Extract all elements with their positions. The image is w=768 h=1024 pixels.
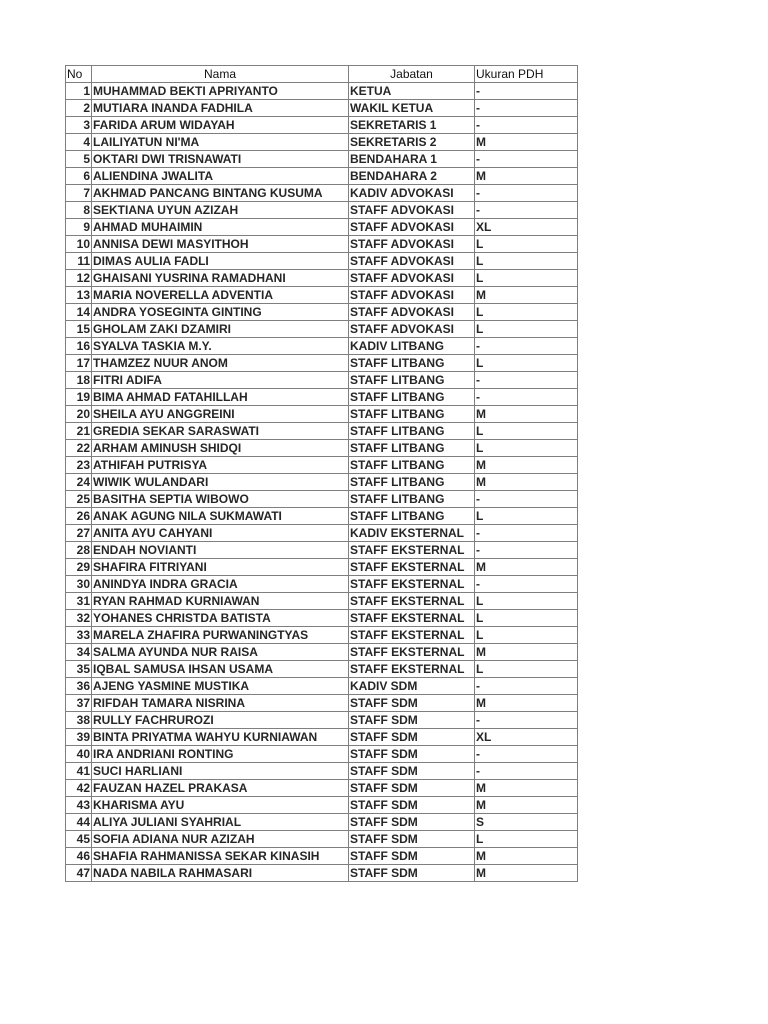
- member-position-cell: STAFF SDM: [349, 831, 475, 848]
- member-name-cell: NADA NABILA RAHMASARI: [92, 865, 349, 882]
- table-row: [66, 644, 578, 661]
- table-row: [66, 372, 578, 389]
- table-row: [66, 423, 578, 440]
- row-number-cell: 10: [66, 236, 92, 253]
- pdh-size-cell: -: [475, 338, 578, 355]
- member-position-cell: BENDAHARA 2: [349, 168, 475, 185]
- member-position-cell: STAFF EKSTERNAL: [349, 559, 475, 576]
- row-number-cell: 15: [66, 321, 92, 338]
- table-row: [66, 440, 578, 457]
- member-position-cell: STAFF LITBANG: [349, 372, 475, 389]
- member-name-cell: SOFIA ADIANA NUR AZIZAH: [92, 831, 349, 848]
- row-number-cell: 41: [66, 763, 92, 780]
- pdh-size-cell: -: [475, 185, 578, 202]
- member-name-cell: SUCI HARLIANI: [92, 763, 349, 780]
- row-number-cell: 29: [66, 559, 92, 576]
- table-row: [66, 525, 578, 542]
- table-row: [66, 695, 578, 712]
- pdh-size-cell: -: [475, 151, 578, 168]
- member-position-cell: STAFF SDM: [349, 763, 475, 780]
- member-position-cell: STAFF EKSTERNAL: [349, 610, 475, 627]
- column-header-ukuran: Ukuran PDH: [475, 66, 578, 83]
- table-row: [66, 542, 578, 559]
- member-position-cell: STAFF EKSTERNAL: [349, 644, 475, 661]
- pdh-size-cell: XL: [475, 219, 578, 236]
- row-number-cell: 36: [66, 678, 92, 695]
- row-number-cell: 16: [66, 338, 92, 355]
- member-position-cell: KADIV EKSTERNAL: [349, 525, 475, 542]
- row-number-cell: 40: [66, 746, 92, 763]
- table-row: [66, 270, 578, 287]
- member-name-cell: SHEILA AYU ANGGREINI: [92, 406, 349, 423]
- pdh-size-cell: -: [475, 372, 578, 389]
- row-number-cell: 23: [66, 457, 92, 474]
- pdh-size-cell: L: [475, 321, 578, 338]
- table-row: [66, 100, 578, 117]
- table-row: [66, 593, 578, 610]
- member-position-cell: STAFF SDM: [349, 848, 475, 865]
- row-number-cell: 46: [66, 848, 92, 865]
- member-position-cell: STAFF SDM: [349, 729, 475, 746]
- table-row: [66, 797, 578, 814]
- row-number-cell: 32: [66, 610, 92, 627]
- member-position-cell: STAFF LITBANG: [349, 440, 475, 457]
- table-row: [66, 559, 578, 576]
- row-number-cell: 43: [66, 797, 92, 814]
- row-number-cell: 38: [66, 712, 92, 729]
- member-position-cell: STAFF LITBANG: [349, 491, 475, 508]
- pdh-size-cell: S: [475, 814, 578, 831]
- member-position-cell: STAFF ADVOKASI: [349, 253, 475, 270]
- row-number-cell: 45: [66, 831, 92, 848]
- member-name-cell: GREDIA SEKAR SARASWATI: [92, 423, 349, 440]
- pdh-size-cell: M: [475, 848, 578, 865]
- pdh-size-cell: L: [475, 831, 578, 848]
- row-number-cell: 18: [66, 372, 92, 389]
- pdh-size-cell: M: [475, 168, 578, 185]
- table-row: [66, 236, 578, 253]
- member-name-cell: SYALVA TASKIA M.Y.: [92, 338, 349, 355]
- member-position-cell: STAFF SDM: [349, 712, 475, 729]
- table-row: [66, 219, 578, 236]
- table-row: [66, 151, 578, 168]
- table-row: [66, 185, 578, 202]
- pdh-size-cell: L: [475, 253, 578, 270]
- table-row: [66, 678, 578, 695]
- member-position-cell: STAFF EKSTERNAL: [349, 542, 475, 559]
- pdh-size-cell: -: [475, 491, 578, 508]
- member-name-cell: IQBAL SAMUSA IHSAN USAMA: [92, 661, 349, 678]
- pdh-size-cell: -: [475, 678, 578, 695]
- table-row: [66, 746, 578, 763]
- table-row: [66, 389, 578, 406]
- member-position-cell: STAFF LITBANG: [349, 474, 475, 491]
- row-number-cell: 19: [66, 389, 92, 406]
- member-position-cell: SEKRETARIS 1: [349, 117, 475, 134]
- member-name-cell: ENDAH NOVIANTI: [92, 542, 349, 559]
- member-position-cell: KADIV LITBANG: [349, 338, 475, 355]
- row-number-cell: 28: [66, 542, 92, 559]
- member-position-cell: STAFF SDM: [349, 746, 475, 763]
- column-header-no: No: [66, 66, 92, 83]
- member-name-cell: THAMZEZ NUUR ANOM: [92, 355, 349, 372]
- member-name-cell: FITRI ADIFA: [92, 372, 349, 389]
- row-number-cell: 9: [66, 219, 92, 236]
- member-name-cell: BINTA PRIYATMA WAHYU KURNIAWAN: [92, 729, 349, 746]
- row-number-cell: 47: [66, 865, 92, 882]
- pdh-size-cell: L: [475, 270, 578, 287]
- row-number-cell: 44: [66, 814, 92, 831]
- table-row: [66, 253, 578, 270]
- pdh-size-cell: L: [475, 610, 578, 627]
- table-row: [66, 610, 578, 627]
- member-position-cell: KETUA: [349, 83, 475, 100]
- pdh-size-cell: -: [475, 746, 578, 763]
- row-number-cell: 35: [66, 661, 92, 678]
- pdh-size-cell: L: [475, 440, 578, 457]
- member-name-cell: ARHAM AMINUSH SHIDQI: [92, 440, 349, 457]
- member-name-cell: AJENG YASMINE MUSTIKA: [92, 678, 349, 695]
- table-row: [66, 117, 578, 134]
- column-header-jabatan: Jabatan: [349, 66, 475, 83]
- member-name-cell: SHAFIRA FITRIYANI: [92, 559, 349, 576]
- pdh-size-cell: M: [475, 780, 578, 797]
- row-number-cell: 6: [66, 168, 92, 185]
- pdh-size-cell: -: [475, 389, 578, 406]
- member-name-cell: GHAISANI YUSRINA RAMADHANI: [92, 270, 349, 287]
- table-row: [66, 304, 578, 321]
- row-number-cell: 21: [66, 423, 92, 440]
- member-position-cell: STAFF EKSTERNAL: [349, 627, 475, 644]
- member-name-cell: ANNISA DEWI MASYITHOH: [92, 236, 349, 253]
- member-position-cell: STAFF LITBANG: [349, 508, 475, 525]
- member-position-cell: KADIV SDM: [349, 678, 475, 695]
- table-row: [66, 457, 578, 474]
- row-number-cell: 33: [66, 627, 92, 644]
- table-row: [66, 729, 578, 746]
- member-name-cell: SEKTIANA UYUN AZIZAH: [92, 202, 349, 219]
- row-number-cell: 39: [66, 729, 92, 746]
- member-position-cell: STAFF ADVOKASI: [349, 287, 475, 304]
- member-name-cell: ANITA AYU CAHYANI: [92, 525, 349, 542]
- member-position-cell: SEKRETARIS 2: [349, 134, 475, 151]
- member-name-cell: AKHMAD PANCANG BINTANG KUSUMA: [92, 185, 349, 202]
- table-row: [66, 848, 578, 865]
- member-name-cell: MARIA NOVERELLA ADVENTIA: [92, 287, 349, 304]
- member-position-cell: STAFF LITBANG: [349, 406, 475, 423]
- row-number-cell: 27: [66, 525, 92, 542]
- member-name-cell: SALMA AYUNDA NUR RAISA: [92, 644, 349, 661]
- table-row: [66, 814, 578, 831]
- row-number-cell: 1: [66, 83, 92, 100]
- member-name-cell: DIMAS AULIA FADLI: [92, 253, 349, 270]
- row-number-cell: 22: [66, 440, 92, 457]
- row-number-cell: 8: [66, 202, 92, 219]
- pdh-size-cell: -: [475, 576, 578, 593]
- row-number-cell: 17: [66, 355, 92, 372]
- member-position-cell: STAFF SDM: [349, 780, 475, 797]
- table-row: [66, 287, 578, 304]
- table-row: [66, 661, 578, 678]
- member-name-cell: OKTARI DWI TRISNAWATI: [92, 151, 349, 168]
- table-row: [66, 712, 578, 729]
- pdh-size-cell: L: [475, 236, 578, 253]
- row-number-cell: 12: [66, 270, 92, 287]
- member-name-cell: FARIDA ARUM WIDAYAH: [92, 117, 349, 134]
- member-name-cell: ALIYA JULIANI SYAHRIAL: [92, 814, 349, 831]
- member-position-cell: STAFF SDM: [349, 695, 475, 712]
- member-name-cell: BIMA AHMAD FATAHILLAH: [92, 389, 349, 406]
- member-name-cell: MUTIARA INANDA FADHILA: [92, 100, 349, 117]
- table-row: [66, 763, 578, 780]
- header-row: [66, 66, 578, 83]
- member-name-cell: ATHIFAH PUTRISYA: [92, 457, 349, 474]
- member-name-cell: MARELA ZHAFIRA PURWANINGTYAS: [92, 627, 349, 644]
- member-position-cell: WAKIL KETUA: [349, 100, 475, 117]
- pdh-size-cell: -: [475, 117, 578, 134]
- table-row: [66, 83, 578, 100]
- row-number-cell: 24: [66, 474, 92, 491]
- pdh-size-cell: M: [475, 797, 578, 814]
- member-name-cell: IRA ANDRIANI RONTING: [92, 746, 349, 763]
- pdh-size-cell: M: [475, 474, 578, 491]
- member-name-cell: ANAK AGUNG NILA SUKMAWATI: [92, 508, 349, 525]
- pdh-size-cell: -: [475, 542, 578, 559]
- pdh-size-cell: M: [475, 406, 578, 423]
- member-position-cell: STAFF EKSTERNAL: [349, 576, 475, 593]
- table-row: [66, 202, 578, 219]
- member-name-cell: MUHAMMAD BEKTI APRIYANTO: [92, 83, 349, 100]
- table-row: [66, 780, 578, 797]
- pdh-size-cell: L: [475, 355, 578, 372]
- table-row: [66, 831, 578, 848]
- member-position-cell: BENDAHARA 1: [349, 151, 475, 168]
- member-position-cell: STAFF LITBANG: [349, 423, 475, 440]
- member-position-cell: STAFF ADVOKASI: [349, 202, 475, 219]
- row-number-cell: 7: [66, 185, 92, 202]
- member-position-cell: STAFF SDM: [349, 814, 475, 831]
- row-number-cell: 20: [66, 406, 92, 423]
- member-name-cell: RIFDAH TAMARA NISRINA: [92, 695, 349, 712]
- pdh-size-cell: L: [475, 627, 578, 644]
- row-number-cell: 11: [66, 253, 92, 270]
- member-position-cell: STAFF ADVOKASI: [349, 321, 475, 338]
- pdh-size-cell: M: [475, 644, 578, 661]
- member-name-cell: FAUZAN HAZEL PRAKASA: [92, 780, 349, 797]
- member-name-cell: ANDRA YOSEGINTA GINTING: [92, 304, 349, 321]
- pdh-size-cell: -: [475, 100, 578, 117]
- table-row: [66, 355, 578, 372]
- member-table: [65, 65, 578, 882]
- member-name-cell: KHARISMA AYU: [92, 797, 349, 814]
- pdh-size-cell: L: [475, 304, 578, 321]
- table-row: [66, 474, 578, 491]
- row-number-cell: 30: [66, 576, 92, 593]
- row-number-cell: 14: [66, 304, 92, 321]
- table-row: [66, 491, 578, 508]
- pdh-size-cell: -: [475, 202, 578, 219]
- member-position-cell: KADIV ADVOKASI: [349, 185, 475, 202]
- member-name-cell: SHAFIA RAHMANISSA SEKAR KINASIH: [92, 848, 349, 865]
- member-position-cell: STAFF SDM: [349, 865, 475, 882]
- pdh-size-cell: -: [475, 525, 578, 542]
- table-row: [66, 627, 578, 644]
- row-number-cell: 26: [66, 508, 92, 525]
- row-number-cell: 34: [66, 644, 92, 661]
- member-position-cell: STAFF ADVOKASI: [349, 304, 475, 321]
- pdh-size-cell: L: [475, 423, 578, 440]
- member-position-cell: STAFF LITBANG: [349, 389, 475, 406]
- member-name-cell: WIWIK WULANDARI: [92, 474, 349, 491]
- member-name-cell: RYAN RAHMAD KURNIAWAN: [92, 593, 349, 610]
- row-number-cell: 3: [66, 117, 92, 134]
- row-number-cell: 25: [66, 491, 92, 508]
- roster-sheet: [65, 65, 578, 882]
- pdh-size-cell: M: [475, 559, 578, 576]
- row-number-cell: 37: [66, 695, 92, 712]
- table-row: [66, 338, 578, 355]
- pdh-size-cell: M: [475, 287, 578, 304]
- row-number-cell: 31: [66, 593, 92, 610]
- member-name-cell: RULLY FACHRUROZI: [92, 712, 349, 729]
- member-name-cell: ALIENDINA JWALITA: [92, 168, 349, 185]
- pdh-size-cell: -: [475, 763, 578, 780]
- member-name-cell: BASITHA SEPTIA WIBOWO: [92, 491, 349, 508]
- table-row: [66, 134, 578, 151]
- row-number-cell: 5: [66, 151, 92, 168]
- pdh-size-cell: L: [475, 508, 578, 525]
- pdh-size-cell: XL: [475, 729, 578, 746]
- table-row: [66, 321, 578, 338]
- row-number-cell: 2: [66, 100, 92, 117]
- member-position-cell: STAFF ADVOKASI: [349, 236, 475, 253]
- pdh-size-cell: M: [475, 134, 578, 151]
- member-position-cell: STAFF EKSTERNAL: [349, 661, 475, 678]
- member-name-cell: AHMAD MUHAIMIN: [92, 219, 349, 236]
- member-position-cell: STAFF ADVOKASI: [349, 270, 475, 287]
- table-row: [66, 406, 578, 423]
- pdh-size-cell: L: [475, 593, 578, 610]
- table-body: [66, 83, 578, 882]
- pdh-size-cell: -: [475, 83, 578, 100]
- member-name-cell: YOHANES CHRISTDA BATISTA: [92, 610, 349, 627]
- member-name-cell: LAILIYATUN NI'MA: [92, 134, 349, 151]
- pdh-size-cell: M: [475, 695, 578, 712]
- table-row: [66, 865, 578, 882]
- member-position-cell: STAFF LITBANG: [349, 355, 475, 372]
- pdh-size-cell: -: [475, 712, 578, 729]
- table-row: [66, 168, 578, 185]
- member-name-cell: GHOLAM ZAKI DZAMIRI: [92, 321, 349, 338]
- row-number-cell: 4: [66, 134, 92, 151]
- member-position-cell: STAFF LITBANG: [349, 457, 475, 474]
- row-number-cell: 13: [66, 287, 92, 304]
- member-name-cell: ANINDYA INDRA GRACIA: [92, 576, 349, 593]
- member-position-cell: STAFF SDM: [349, 797, 475, 814]
- pdh-size-cell: M: [475, 865, 578, 882]
- column-header-nama: Nama: [92, 66, 349, 83]
- pdh-size-cell: L: [475, 661, 578, 678]
- table-row: [66, 576, 578, 593]
- member-position-cell: STAFF EKSTERNAL: [349, 593, 475, 610]
- pdh-size-cell: M: [475, 457, 578, 474]
- row-number-cell: 42: [66, 780, 92, 797]
- member-position-cell: STAFF ADVOKASI: [349, 219, 475, 236]
- table-row: [66, 508, 578, 525]
